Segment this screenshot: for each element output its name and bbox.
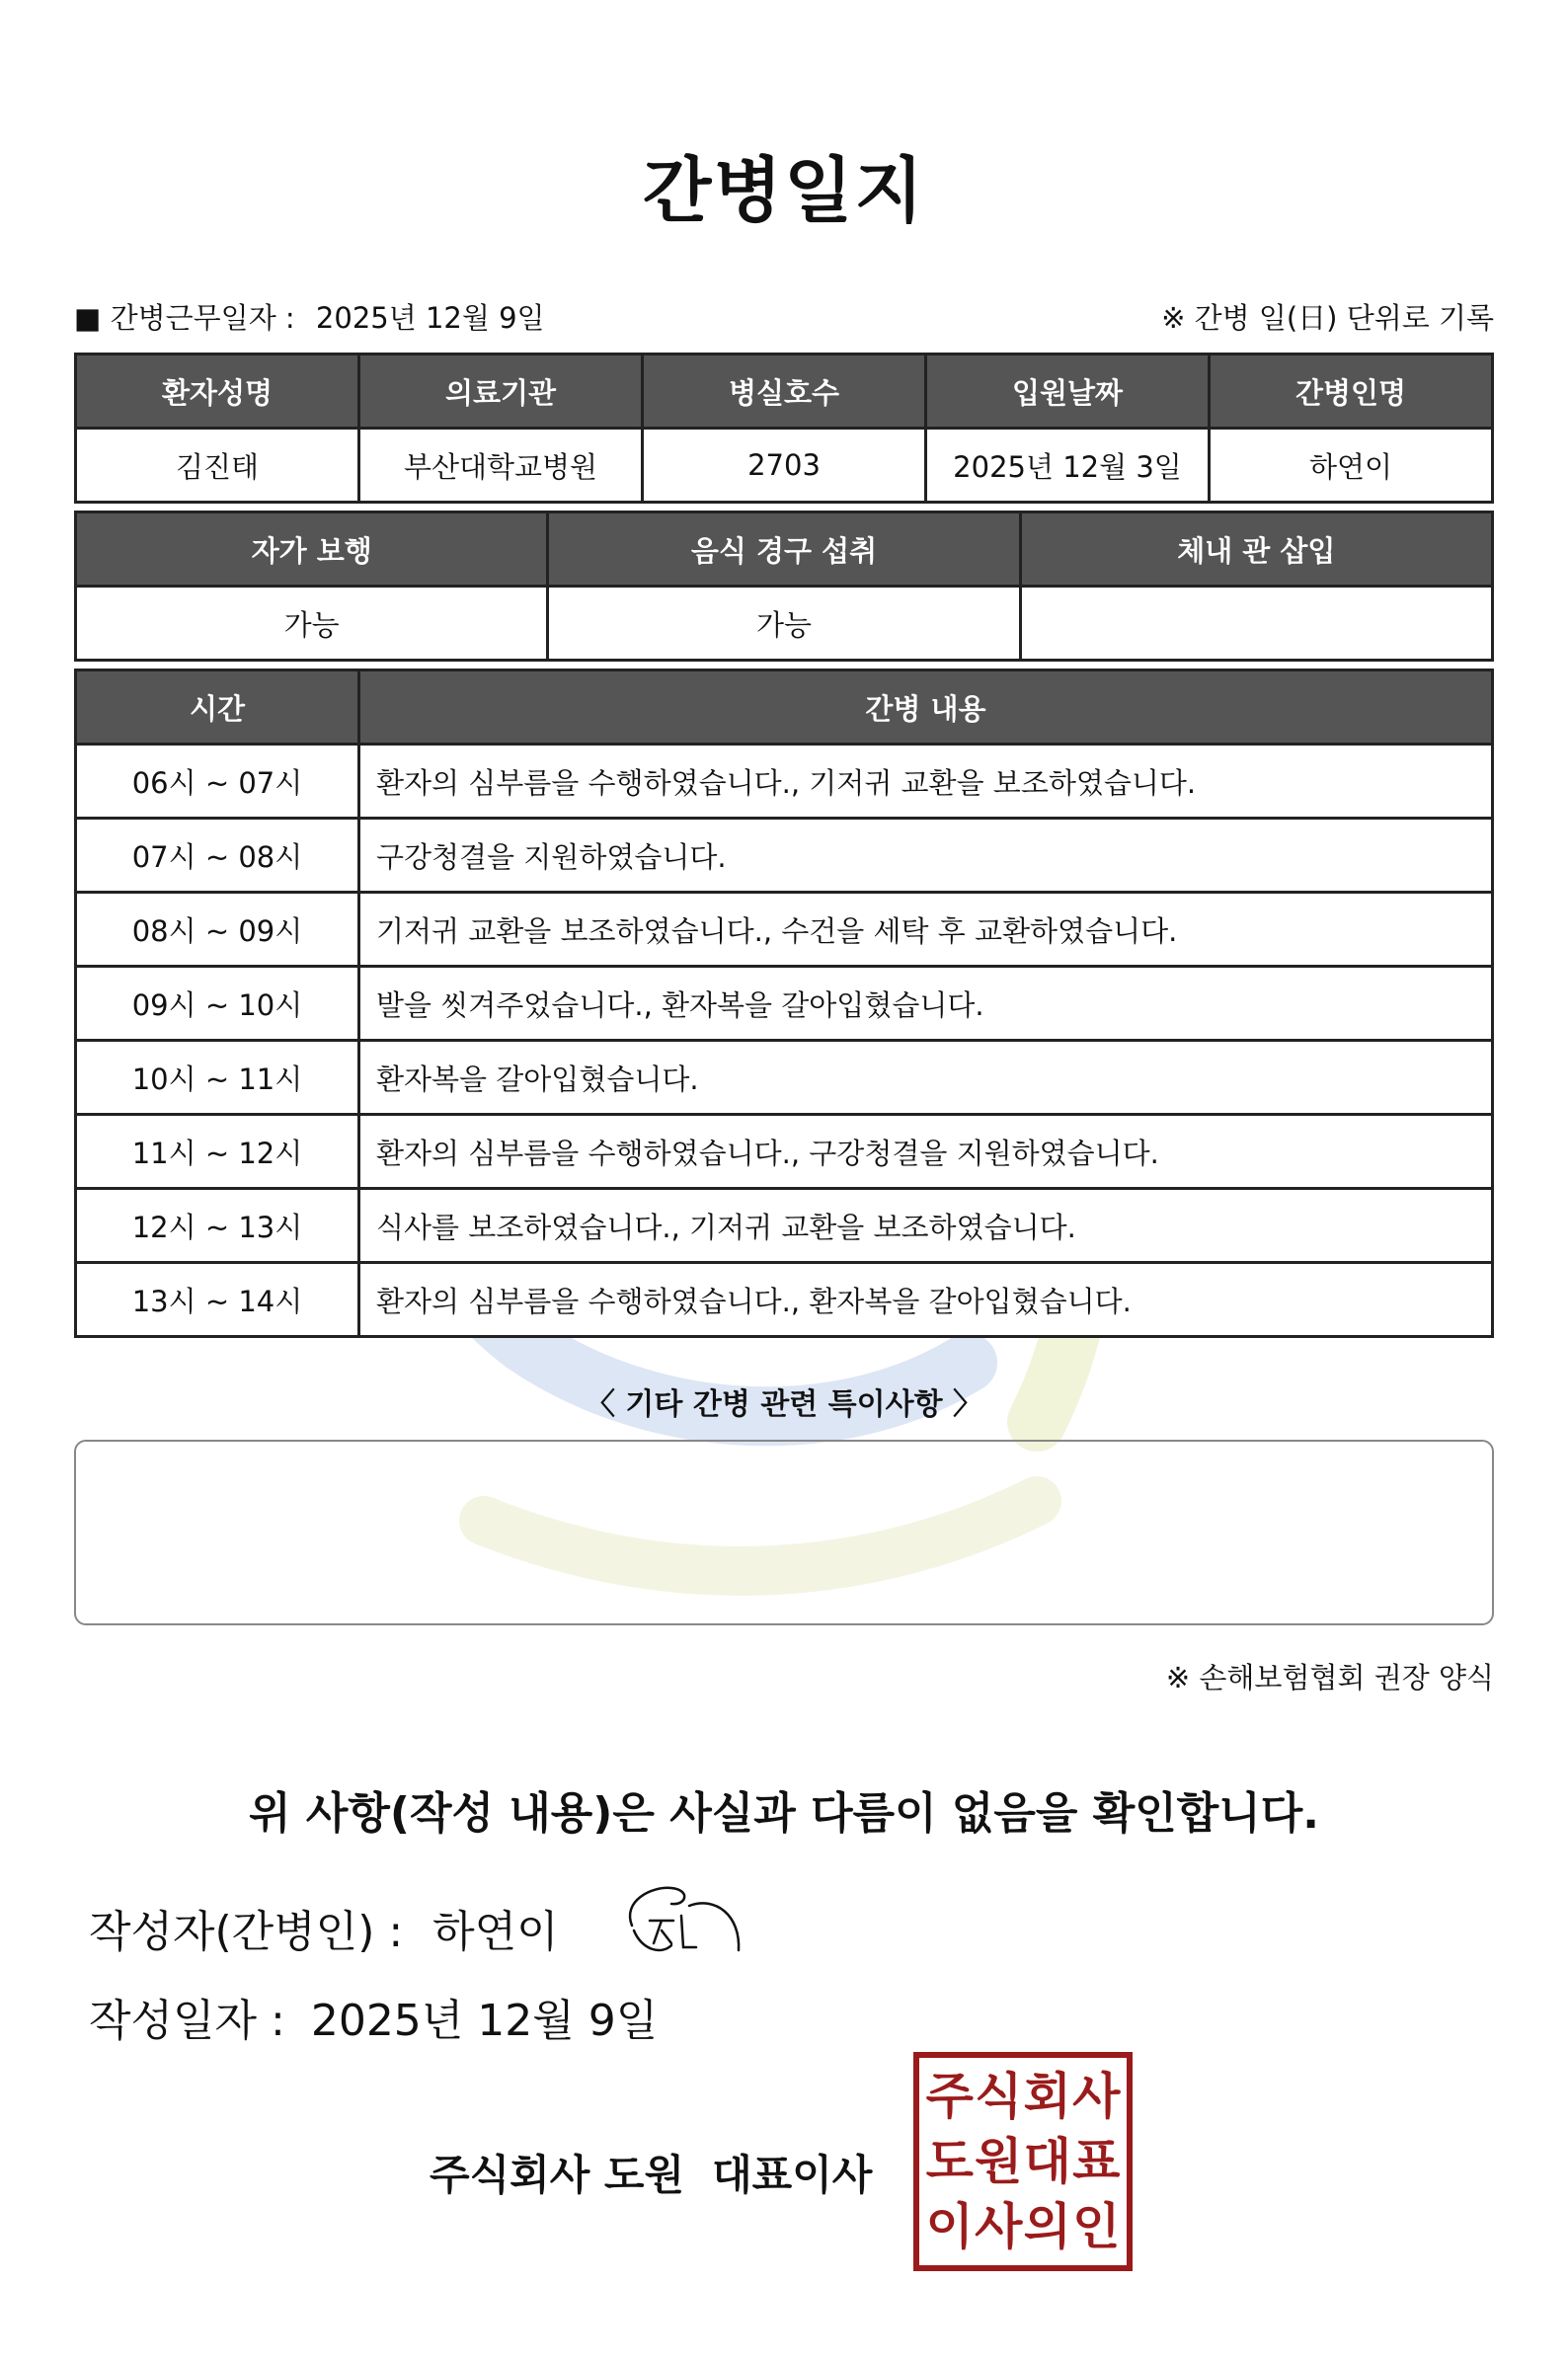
tube-insertion <box>1020 587 1492 661</box>
log-time: 06시 ~ 07시 <box>76 745 359 819</box>
header-hospital: 의료기관 <box>359 354 643 429</box>
confirmation-statement: 위 사항(작성 내용)은 사실과 다름이 없음을 확인합니다. <box>249 1788 1319 1839</box>
seal-char: 이 <box>925 2198 974 2255</box>
recommended-form-note: ※ 손해보험협회 권장 양식 <box>1165 1661 1494 1694</box>
header-admission-date: 입원날짜 <box>926 354 1210 429</box>
log-content: 구강청결을 지원하였습니다. <box>359 819 1493 893</box>
seal-char: 원 <box>975 2133 1023 2190</box>
seal-char: 주 <box>925 2068 974 2125</box>
log-time: 11시 ~ 12시 <box>76 1115 359 1189</box>
log-time: 13시 ~ 14시 <box>76 1263 359 1337</box>
work-date-value: 2025년 12월 9일 <box>315 301 545 335</box>
caregiver-name: 하연이 <box>1210 429 1493 503</box>
seal-char: 의 <box>1023 2198 1071 2255</box>
header-caregiver-name: 간병인명 <box>1210 354 1493 429</box>
table-row <box>76 967 1493 1041</box>
header-room-number: 병실호수 <box>643 354 926 429</box>
work-date-label: ■ 간병근무일자 : <box>74 301 295 335</box>
log-content: 환자의 심부름을 수행하였습니다., 구강청결을 지원하였습니다. <box>359 1115 1493 1189</box>
notes-title: 〈 기타 간병 관련 특이사항 〉 <box>585 1387 983 1422</box>
table-row <box>76 1041 1493 1115</box>
patient-status-table <box>74 511 1494 662</box>
header-self-walking: 자가 보행 <box>76 512 548 587</box>
signature-image <box>612 1876 750 1965</box>
writer-label: 작성자(간병인) : <box>89 1907 404 1957</box>
table-row <box>76 745 1493 819</box>
seal-char: 표 <box>1072 2133 1121 2190</box>
writer-line <box>89 1896 559 1959</box>
seal-char: 사 <box>975 2198 1023 2255</box>
seal-char: 사 <box>1072 2068 1121 2125</box>
notes-box <box>74 1440 1494 1625</box>
header-patient-name: 환자성명 <box>76 354 359 429</box>
seal-char: 회 <box>1023 2068 1071 2125</box>
unit-note: ※ 간병 일(日) 단위로 기록 <box>1161 301 1494 335</box>
header-tube-insertion: 체내 관 삽입 <box>1020 512 1492 587</box>
seal-char: 인 <box>1072 2198 1121 2255</box>
log-time: 07시 ~ 08시 <box>76 819 359 893</box>
log-content: 발을 씻겨주었습니다., 환자복을 갈아입혔습니다. <box>359 967 1493 1041</box>
company-title: 대표이사 <box>712 2151 873 2199</box>
log-content: 기저귀 교환을 보조하였습니다., 수건을 세탁 후 교환하였습니다. <box>359 893 1493 967</box>
log-content: 환자의 심부름을 수행하였습니다., 기저귀 교환을 보조하였습니다. <box>359 745 1493 819</box>
patient-info-table <box>74 353 1494 504</box>
hospital: 부산대학교병원 <box>359 429 643 503</box>
document-title: 간병일지 <box>642 149 926 232</box>
room-number: 2703 <box>643 429 926 503</box>
seal-char: 식 <box>975 2068 1023 2125</box>
table-row <box>76 1115 1493 1189</box>
seal-char: 대 <box>1023 2133 1071 2190</box>
table-row <box>76 893 1493 967</box>
written-date-value: 2025년 12월 9일 <box>310 1996 659 2046</box>
seal-char: 도 <box>925 2133 974 2190</box>
company-signature-line <box>430 2143 872 2202</box>
written-date-label: 작성일자 : <box>89 1996 285 2046</box>
work-date <box>74 296 545 337</box>
log-content: 환자의 심부름을 수행하였습니다., 환자복을 갈아입혔습니다. <box>359 1263 1493 1337</box>
self-walking: 가능 <box>76 587 548 661</box>
table-row <box>76 819 1493 893</box>
writer-name: 하연이 <box>432 1907 559 1957</box>
log-time: 08시 ~ 09시 <box>76 893 359 967</box>
header-care-content: 간병 내용 <box>359 670 1493 745</box>
log-content: 환자복을 갈아입혔습니다. <box>359 1041 1493 1115</box>
table-row <box>76 1263 1493 1337</box>
care-log-table <box>74 669 1494 1338</box>
written-date-line <box>89 1985 658 2048</box>
log-time: 10시 ~ 11시 <box>76 1041 359 1115</box>
company-name: 주식회사 도원 <box>430 2151 685 2199</box>
table-row <box>76 1189 1493 1263</box>
admission-date: 2025년 12월 3일 <box>926 429 1210 503</box>
header-oral-intake: 음식 경구 섭취 <box>548 512 1020 587</box>
header-time: 시간 <box>76 670 359 745</box>
oral-intake: 가능 <box>548 587 1020 661</box>
log-time: 12시 ~ 13시 <box>76 1189 359 1263</box>
log-time: 09시 ~ 10시 <box>76 967 359 1041</box>
patient-name: 김진태 <box>76 429 359 503</box>
log-content: 식사를 보조하였습니다., 기저귀 교환을 보조하였습니다. <box>359 1189 1493 1263</box>
company-seal-stamp <box>913 2052 1133 2271</box>
